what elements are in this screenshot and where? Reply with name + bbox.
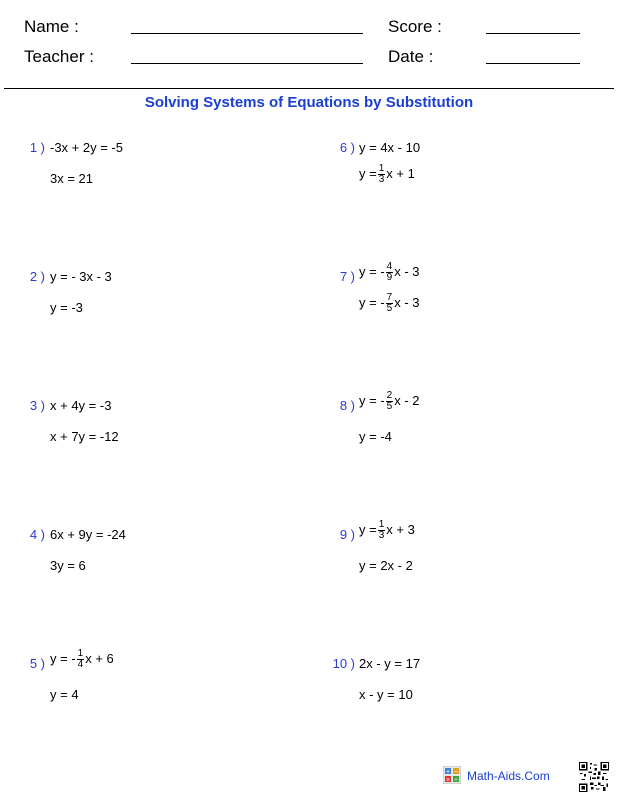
name-field-line[interactable] bbox=[131, 33, 363, 34]
score-field-line[interactable] bbox=[486, 33, 580, 34]
equation-suffix: x + 1 bbox=[386, 165, 415, 181]
fraction-numerator: 1 bbox=[77, 648, 84, 659]
problem-equation-1 bbox=[359, 391, 420, 412]
problem-equation-1 bbox=[50, 649, 114, 670]
problem-equation-1: x + 4y = -3 bbox=[50, 398, 112, 413]
fraction-numerator: 4 bbox=[386, 261, 393, 272]
problem-equation-2: 3x = 21 bbox=[50, 171, 94, 186]
date-field-line[interactable] bbox=[486, 63, 580, 64]
name-label: Name : bbox=[24, 17, 79, 36]
equation-prefix: y = - bbox=[359, 392, 385, 408]
equation-prefix: y = bbox=[359, 165, 377, 181]
problem-number: 2 ) bbox=[29, 269, 45, 284]
date-label: Date : bbox=[388, 47, 434, 66]
equation-suffix: x - 3 bbox=[394, 294, 420, 310]
calculator-logo-icon bbox=[443, 766, 461, 784]
equation-prefix: y = bbox=[359, 521, 377, 537]
score-label: Score : bbox=[388, 17, 442, 36]
fraction-denominator: 3 bbox=[378, 530, 385, 541]
fraction bbox=[386, 391, 394, 412]
header-divider bbox=[4, 88, 614, 89]
fraction-numerator: 1 bbox=[378, 519, 385, 530]
problem-number: 1 ) bbox=[29, 140, 45, 155]
equation-suffix: x + 6 bbox=[85, 650, 114, 666]
fraction-denominator: 5 bbox=[386, 401, 393, 412]
equation-suffix: x - 2 bbox=[394, 392, 420, 408]
problem-equation-2: y = 2x - 2 bbox=[359, 558, 413, 573]
problem-equation-2 bbox=[359, 293, 420, 314]
equation-prefix: y = - bbox=[50, 650, 76, 666]
teacher-field-line[interactable] bbox=[131, 63, 363, 64]
fraction bbox=[386, 293, 394, 314]
problem-number: 3 ) bbox=[29, 398, 45, 413]
equation-suffix: x + 3 bbox=[386, 521, 415, 537]
problem-number: 5 ) bbox=[29, 656, 45, 671]
problem-equation-2: y = 4 bbox=[50, 687, 79, 702]
problem-equation-1: y = 4x - 10 bbox=[359, 140, 421, 155]
problem-equation-1: 2x - y = 17 bbox=[359, 656, 421, 671]
problem-equation-1: y = - 3x - 3 bbox=[50, 269, 112, 284]
problem-equation-2: y = -3 bbox=[50, 300, 83, 315]
qr-code-icon bbox=[579, 762, 609, 792]
footer-site-link[interactable]: Math-Aids.Com bbox=[467, 769, 550, 783]
fraction-denominator: 3 bbox=[378, 174, 385, 185]
problem-equation-1: 6x + 9y = -24 bbox=[50, 527, 126, 542]
problem-number: 8 ) bbox=[339, 398, 355, 413]
problem-number: 10 ) bbox=[332, 656, 355, 671]
fraction bbox=[378, 520, 386, 541]
problem-equation-2: y = -4 bbox=[359, 429, 392, 444]
problem-equation-2 bbox=[359, 164, 415, 185]
problem-equation-2: 3y = 6 bbox=[50, 558, 86, 573]
svg-text:−: − bbox=[453, 768, 459, 776]
fraction bbox=[77, 649, 85, 670]
fraction bbox=[378, 164, 386, 185]
worksheet-title: Solving Systems of Equations by Substitution bbox=[144, 94, 474, 111]
problem-number: 6 ) bbox=[339, 140, 355, 155]
problem-number: 9 ) bbox=[339, 527, 355, 542]
fraction-denominator: 9 bbox=[386, 272, 393, 283]
fraction bbox=[386, 262, 394, 283]
teacher-label: Teacher : bbox=[24, 47, 94, 66]
problem-equation-1: -3x + 2y = -5 bbox=[50, 140, 123, 155]
fraction-denominator: 4 bbox=[77, 659, 84, 670]
equation-prefix: y = - bbox=[359, 294, 385, 310]
fraction-numerator: 2 bbox=[386, 390, 393, 401]
problem-number: 4 ) bbox=[29, 527, 45, 542]
equation-prefix: y = - bbox=[359, 263, 385, 279]
problem-equation-2: x - y = 10 bbox=[359, 687, 413, 702]
problem-equation-1 bbox=[359, 262, 420, 283]
svg-text:×: × bbox=[445, 776, 451, 784]
svg-text:+: + bbox=[445, 768, 451, 776]
fraction-numerator: 1 bbox=[378, 163, 385, 174]
problem-equation-2: x + 7y = -12 bbox=[50, 429, 119, 444]
svg-text:÷: ÷ bbox=[453, 776, 459, 784]
fraction-numerator: 7 bbox=[386, 292, 393, 303]
problem-number: 7 ) bbox=[339, 269, 355, 284]
fraction-denominator: 5 bbox=[386, 303, 393, 314]
equation-suffix: x - 3 bbox=[394, 263, 420, 279]
problem-equation-1 bbox=[359, 520, 415, 541]
